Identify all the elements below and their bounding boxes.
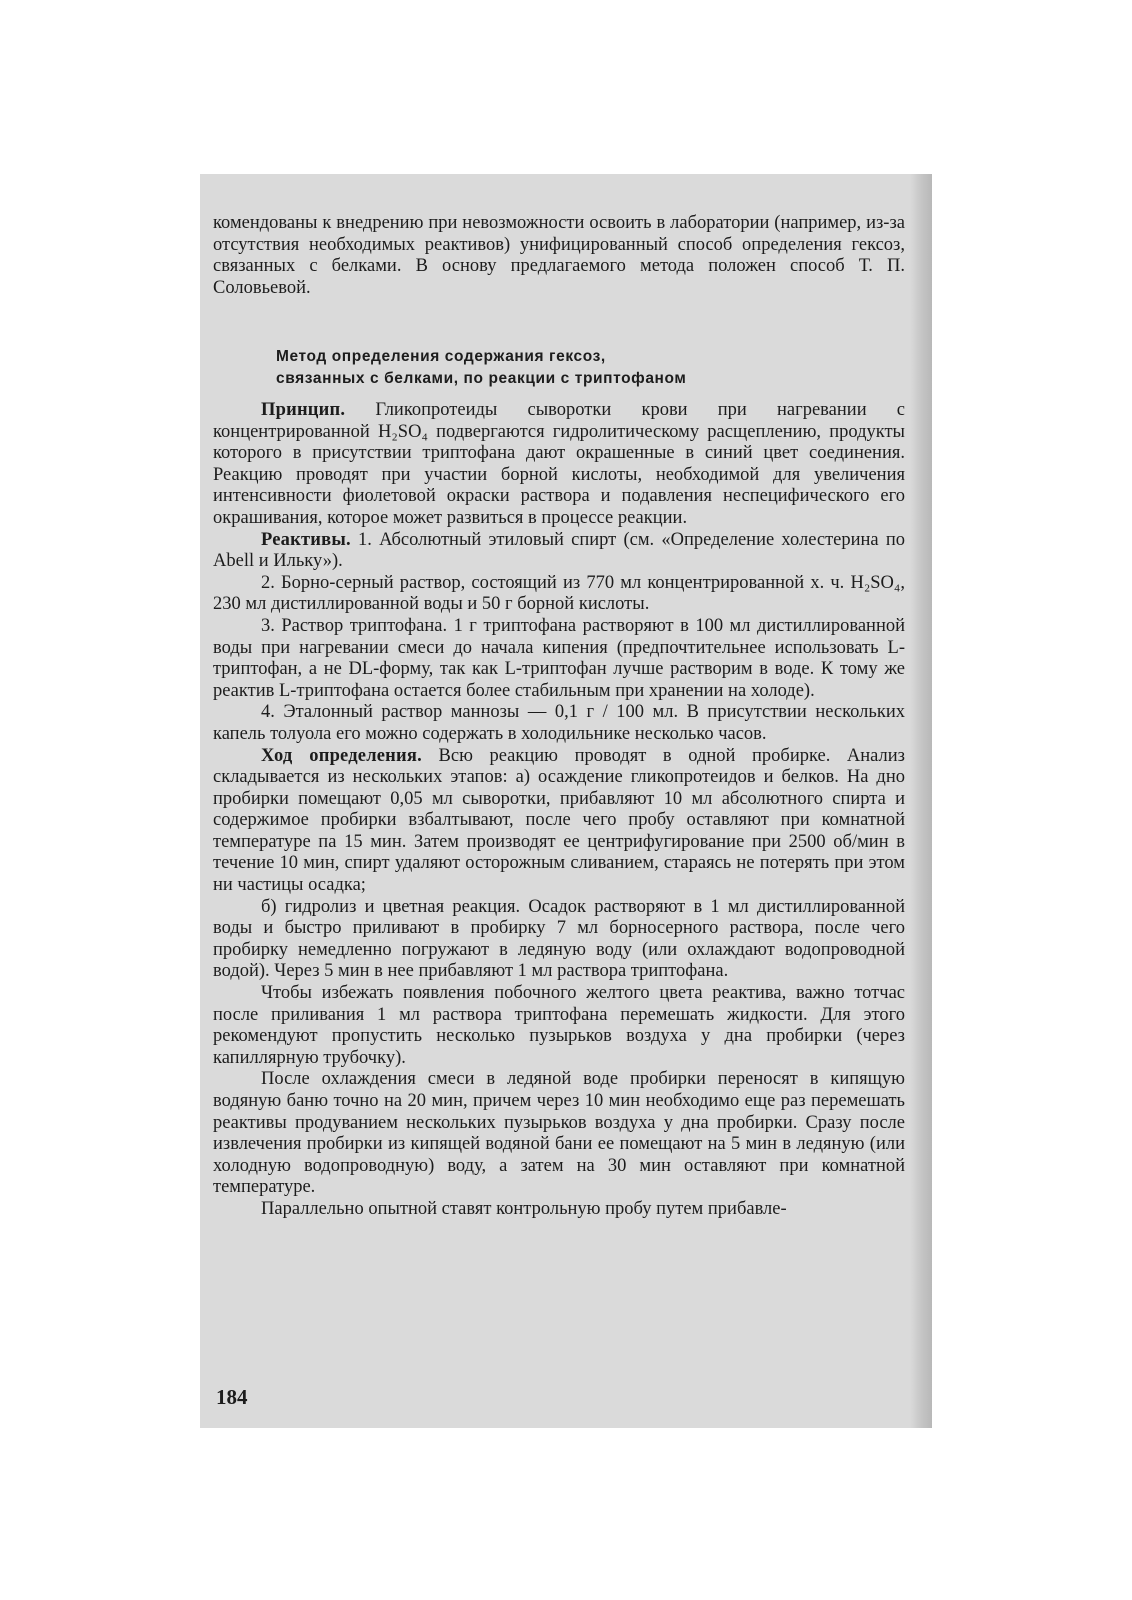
intro-paragraph: комендованы к внедрению при невозможности освоить в лаборатории (например, из-за отсутствия необходимых реактивов) унифицированный способ определения гексоз, связанных с белками. В основу предлагаемого метода положен способ Т. П. Соловьевой. xyxy=(213,213,905,298)
reagent-4-paragraph: 4. Эталонный раствор маннозы — 0,1 г / 100 мл. В присутствии нескольких капель толуола его можно содержать в холодильнике несколько часов. xyxy=(213,702,905,744)
procedure-e-paragraph: Параллельно опытной ставят контрольную пробу путем прибавле- xyxy=(261,1198,787,1219)
reagent-1-paragraph xyxy=(213,530,905,573)
intro-block xyxy=(213,213,905,299)
principle-paragraph xyxy=(213,400,905,530)
principle-label: Принцип. xyxy=(261,400,346,420)
principle-text: Гликопротеиды сыворотки крови при нагревании с концентрированной H₂SO₄ подвергаются гидролитическому расщеплению, продукты которого в присутствии триптофана дают окрашенные в синий цвет соединения. Реакцию проводят при участии борной кислоты, необходимой для увеличения интенсивности фиолетовой окраски раствора и подавления неспецифического его окрашивания, которое может развиться в процессе реакции. xyxy=(213,400,905,528)
procedure-text-a: Всю реакцию проводят в одной пробирке. Анализ складывается из нескольких этапов: а) осаждение гликопротеидов и белков. На дно пробирки помещают 0,05 мл сыворотки, прибавляют 10 мл абсолютного спирта и содержимое пробирки взбалтывают, после чего пробу оставляют при комнатной температуре па 15 мин. Затем производят ее центрифугирование при 2500 об/мин в течение 10 мин, спирт удаляют осторожным сливанием, стараясь не потерять при этом ни частицы осадка; xyxy=(213,745,905,896)
reagent-2-paragraph: 2. Борно-серный раствор, состоящий из 770 мл концентрированной х. ч. H₂SO₄, 230 мл дистиллированной воды и 50 г борной кислоты. xyxy=(213,572,905,615)
procedure-b-paragraph: б) гидролиз и цветная реакция. Осадок растворяют в 1 мл дистиллированной воды и быстро приливают в пробирку 7 мл борносерного раствора, после чего пробирку немедленно погружают в ледяную воду (или охлаждают водопроводной водой). Через 5 мин в нее прибавляют 1 мл раствора триптофана. xyxy=(213,896,905,982)
heading-line-1: Метод определения содержания гексоз, xyxy=(276,348,606,365)
heading-line-2: связанных с белками, по реакции с триптофаном xyxy=(276,370,687,387)
procedure-d-paragraph: После охлаждения смеси в ледяной воде пробирки переносят в кипящую водяную баню точно на 20 мин, причем через 10 мин необходимо еще раз перемешать реактивы продуванием нескольких пузырьков воздуха у дна пробирки. Сразу после извлечения пробирки из кипящей водяной бани ее помещают на 5 мин в ледяную (или холодную водопроводную) воду, а затем на 30 мин оставляют при комнатной температуре. xyxy=(213,1069,905,1198)
reagent-1-text: 1. Абсолютный этиловый спирт (см. «Определение холестерина по Abell и Ильку»). xyxy=(213,529,905,572)
procedure-c-paragraph: Чтобы избежать появления побочного желтого цвета реактива, важно тотчас после приливания 1 мл раствора триптофана перемешать жидкости. Для этого рекомендуют пропустить несколько пузырьков воздуха у дна пробирки (через капиллярную трубочку). xyxy=(213,983,905,1068)
reagent-3-paragraph: 3. Раствор триптофана. 1 г триптофана растворяют в 100 мл дистиллированной воды при нагревании смеси до начала кипения (предпочтительнее использовать L-триптофан, а не DL-форму, так как L-триптофан лучше растворим в воде. К тому же реактив L-триптофана остается более стабильным при хранении на холоде). xyxy=(213,615,905,701)
reagents-label: Реактивы. xyxy=(261,529,351,550)
page-number: 184 xyxy=(216,1385,248,1409)
main-text xyxy=(213,400,905,1221)
section-heading xyxy=(276,346,836,390)
procedure-paragraph xyxy=(213,746,905,897)
procedure-label: Ход определения. xyxy=(261,745,422,766)
page-edge-shadow xyxy=(910,174,932,1428)
